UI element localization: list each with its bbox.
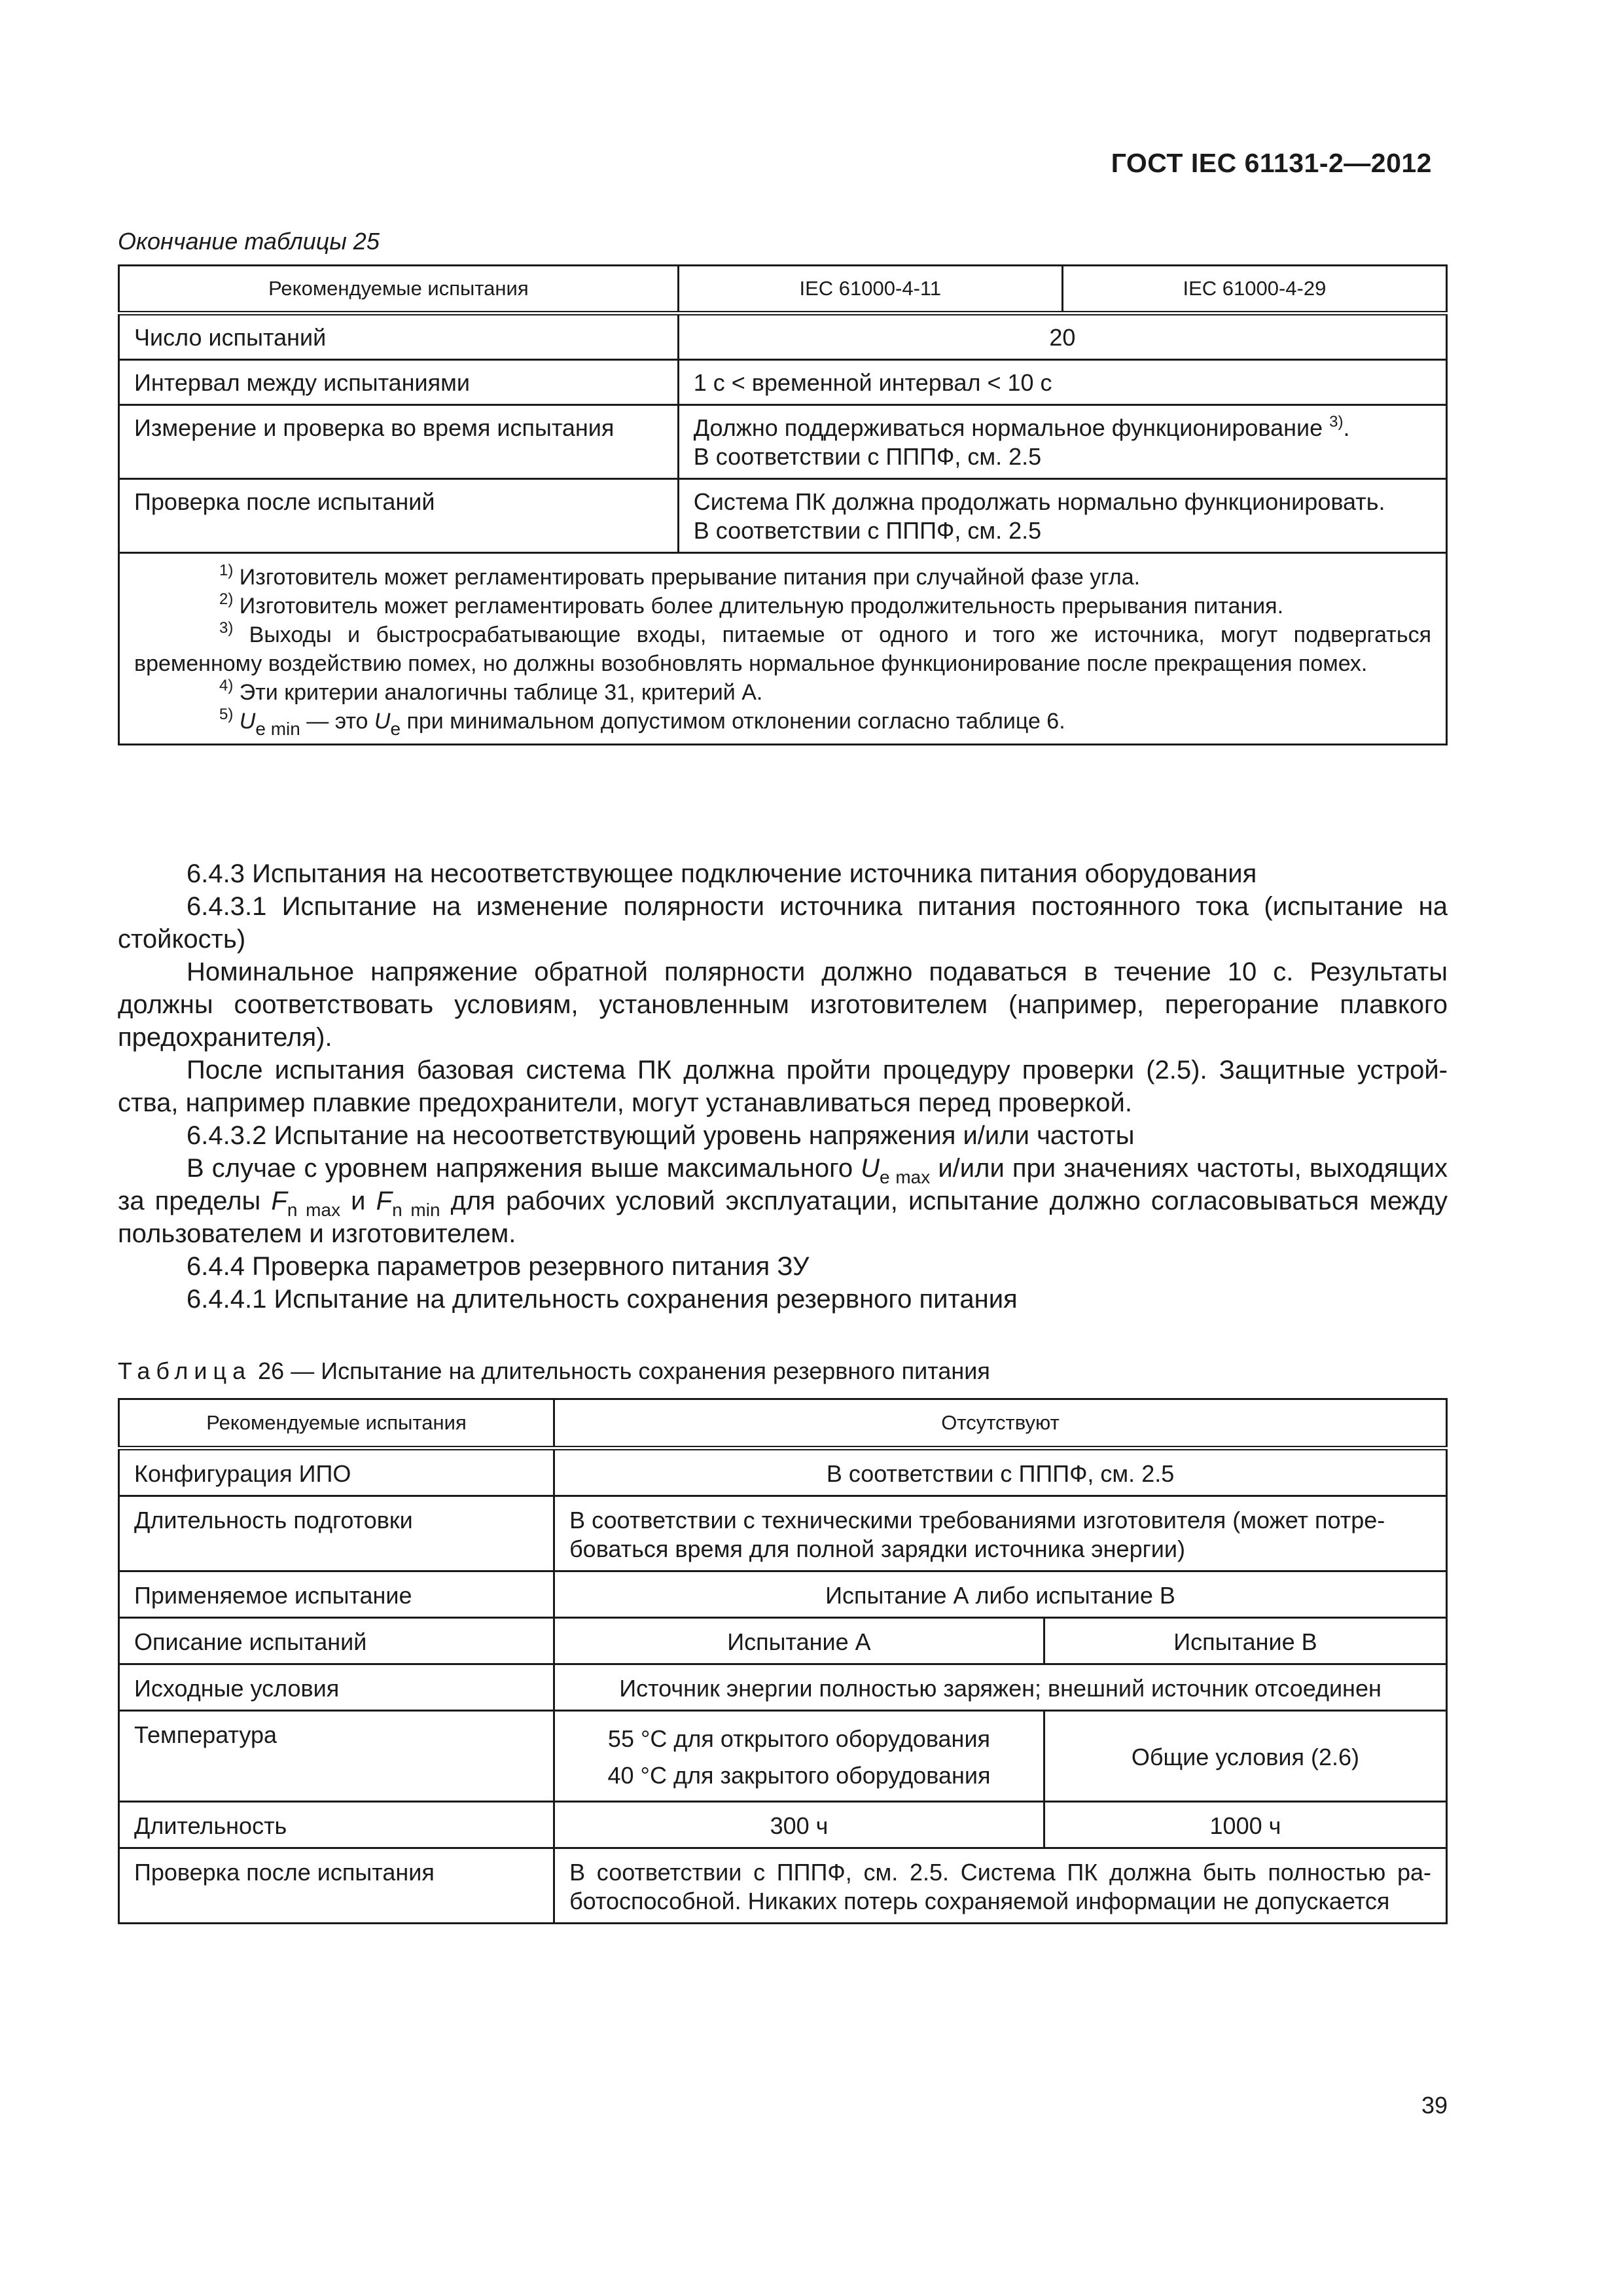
column-header: IEC 61000-4-11 xyxy=(678,266,1062,314)
table-row xyxy=(119,1711,1447,1802)
row-value: 1 с < временной интервал < 10 с xyxy=(678,360,1446,405)
footnote: $^{1)}$ Изготовитель может регламентировать прерывание питания при случайной фазе угла. xyxy=(219,562,1141,590)
column-header: IEC 61000-4-29 xyxy=(1062,266,1446,314)
row-value: Испытание А xyxy=(554,1618,1044,1664)
column-header: Рекомендуемые испытания xyxy=(119,266,679,314)
section-heading: 6.4.4 Проверка параметров резервного питания ЗУ xyxy=(187,1252,810,1281)
row-value: В соответствии с техническими требованиями изготовителя (может потребоваться время для полной зарядки источника энергии) xyxy=(554,1496,1447,1571)
table-row xyxy=(119,405,1447,479)
row-value: 1000 ч xyxy=(1044,1802,1446,1848)
body-text xyxy=(118,857,1448,1316)
section-heading: 6.4.4.1 Испытание на длительность сохранения резервного питания xyxy=(187,1285,1018,1314)
section-heading: 6.4.3 Испытания на несоответствующее подключение источника питания оборудования xyxy=(187,859,1257,888)
table-footnotes xyxy=(119,553,1447,745)
table-header-row xyxy=(119,266,1447,314)
table26-caption: Таблица 26 — Испытание на длительность сохранения резервного питания xyxy=(118,1357,990,1384)
table-26 xyxy=(118,1398,1448,1924)
row-label: Описание испытаний xyxy=(119,1618,554,1664)
section-heading: 6.4.3.2 Испытание на несоответствующий уровень напряжения и/или частоты xyxy=(187,1121,1135,1150)
row-value: 300 ч xyxy=(554,1802,1044,1848)
footnote: $^{2)}$ Изготовитель может регламентировать более длительную продолжительность прерывания питания. xyxy=(219,590,1284,619)
row-label: Интервал между испытаниями xyxy=(119,360,679,405)
row-label: Длительность подготовки xyxy=(119,1496,554,1571)
table-row xyxy=(119,314,1447,360)
row-label: Конфигурация ИПО xyxy=(119,1448,554,1496)
table-row xyxy=(119,479,1447,553)
table-row xyxy=(119,1848,1447,1924)
row-label: Число испытаний xyxy=(119,314,679,360)
row-label: Проверка после испытаний xyxy=(119,479,679,553)
table-row xyxy=(119,1664,1447,1711)
row-value: Источник энергии полностью заряжен; внешний источник отсоединен xyxy=(554,1664,1447,1711)
paragraph: После испытания базовая система ПК должна пройти процедуру проверки (2.5). Защитные устройства, например плавкие предохранители, могут устанавливаться перед проверкой. xyxy=(118,1056,1448,1117)
table25-continuation-caption: Окончание таблицы 25 xyxy=(118,228,380,255)
table-row xyxy=(119,360,1447,405)
footnote: $^{3)}$ Выходы и быстросрабатывающие входы, питаемые от одного и того же источника, могут подвергаться временному воздействию помех, но должны возобновлять нормальное функционирование после прекращения помех. xyxy=(134,619,1431,676)
page-number: 39 xyxy=(1421,2092,1448,2119)
row-label: Длительность xyxy=(119,1802,554,1848)
table-row xyxy=(119,1496,1447,1571)
row-value: Общие условия (2.6) xyxy=(1044,1711,1446,1802)
row-value: Должно поддерживаться нормальное функционирование $^{3)}$. В соответствии с ПППФ, см. 2.5 xyxy=(678,405,1446,479)
footnote: $^{4)}$ Эти критерии аналогичны таблице 31, критерий А. xyxy=(219,677,763,705)
row-value: Система ПК должна продолжать нормально функционировать. В соответствии с ПППФ, см. 2.5 xyxy=(678,479,1446,553)
table-25 xyxy=(118,264,1448,745)
table-row xyxy=(119,1571,1447,1618)
row-label: Измерение и проверка во время испытания xyxy=(119,405,679,479)
table-notes-row xyxy=(119,553,1447,745)
row-label: Проверка после испытания xyxy=(119,1848,554,1924)
row-label: Исходные условия xyxy=(119,1664,554,1711)
row-value: 55 °С для открытого оборудования 40 °С для закрытого оборудования xyxy=(554,1711,1044,1802)
table-row xyxy=(119,1618,1447,1664)
section-heading: 6.4.3.1 Испытание на изменение полярности источника питания постоянного тока (испытание на стойкость) xyxy=(118,892,1448,954)
row-value: В соответствии с ПППФ, см. 2.5 xyxy=(554,1448,1447,1496)
row-value: Испытание А либо испытание В xyxy=(554,1571,1447,1618)
row-label: Применяемое испытание xyxy=(119,1571,554,1618)
table-row xyxy=(119,1802,1447,1848)
standard-designation: ГОСТ IEC 61131-2—2012 xyxy=(1111,148,1432,178)
paragraph: Номинальное напряжение обратной полярности должно подаваться в течение 10 с. Результаты должны соответствовать условиям, установленным изготовителем (например, перегорание плавкого предохранителя). xyxy=(118,958,1448,1052)
paragraph: В случае с уровнем напряжения выше максимального $U_{e max}$ и/или при значениях частоты, выходящих за пределы $F_{n max}$ и $F_{n min}$ для рабочих условий эксплуатации, испытание должно согласовываться между пользователем и изготовителем. xyxy=(118,1154,1448,1248)
column-header: Рекомендуемые испытания xyxy=(119,1399,554,1448)
row-value: Испытание В xyxy=(1044,1618,1446,1664)
row-value: В соответствии с ПППФ, см. 2.5. Система ПК должна быть полностью работоспособной. Никаких потерь сохраняемой информации не допускается xyxy=(554,1848,1447,1924)
footnote-ref: 3) xyxy=(1329,413,1344,431)
row-label: Температура xyxy=(119,1711,554,1802)
column-header: Отсутствуют xyxy=(554,1399,1447,1448)
table-header-row xyxy=(119,1399,1447,1448)
footnote: $^{5)}$ $U_{e min}$ — это $U_e$ при минимальном допустимом отклонении согласно таблице 6. xyxy=(219,706,1065,739)
table-row xyxy=(119,1448,1447,1496)
row-value: 20 xyxy=(678,314,1446,360)
